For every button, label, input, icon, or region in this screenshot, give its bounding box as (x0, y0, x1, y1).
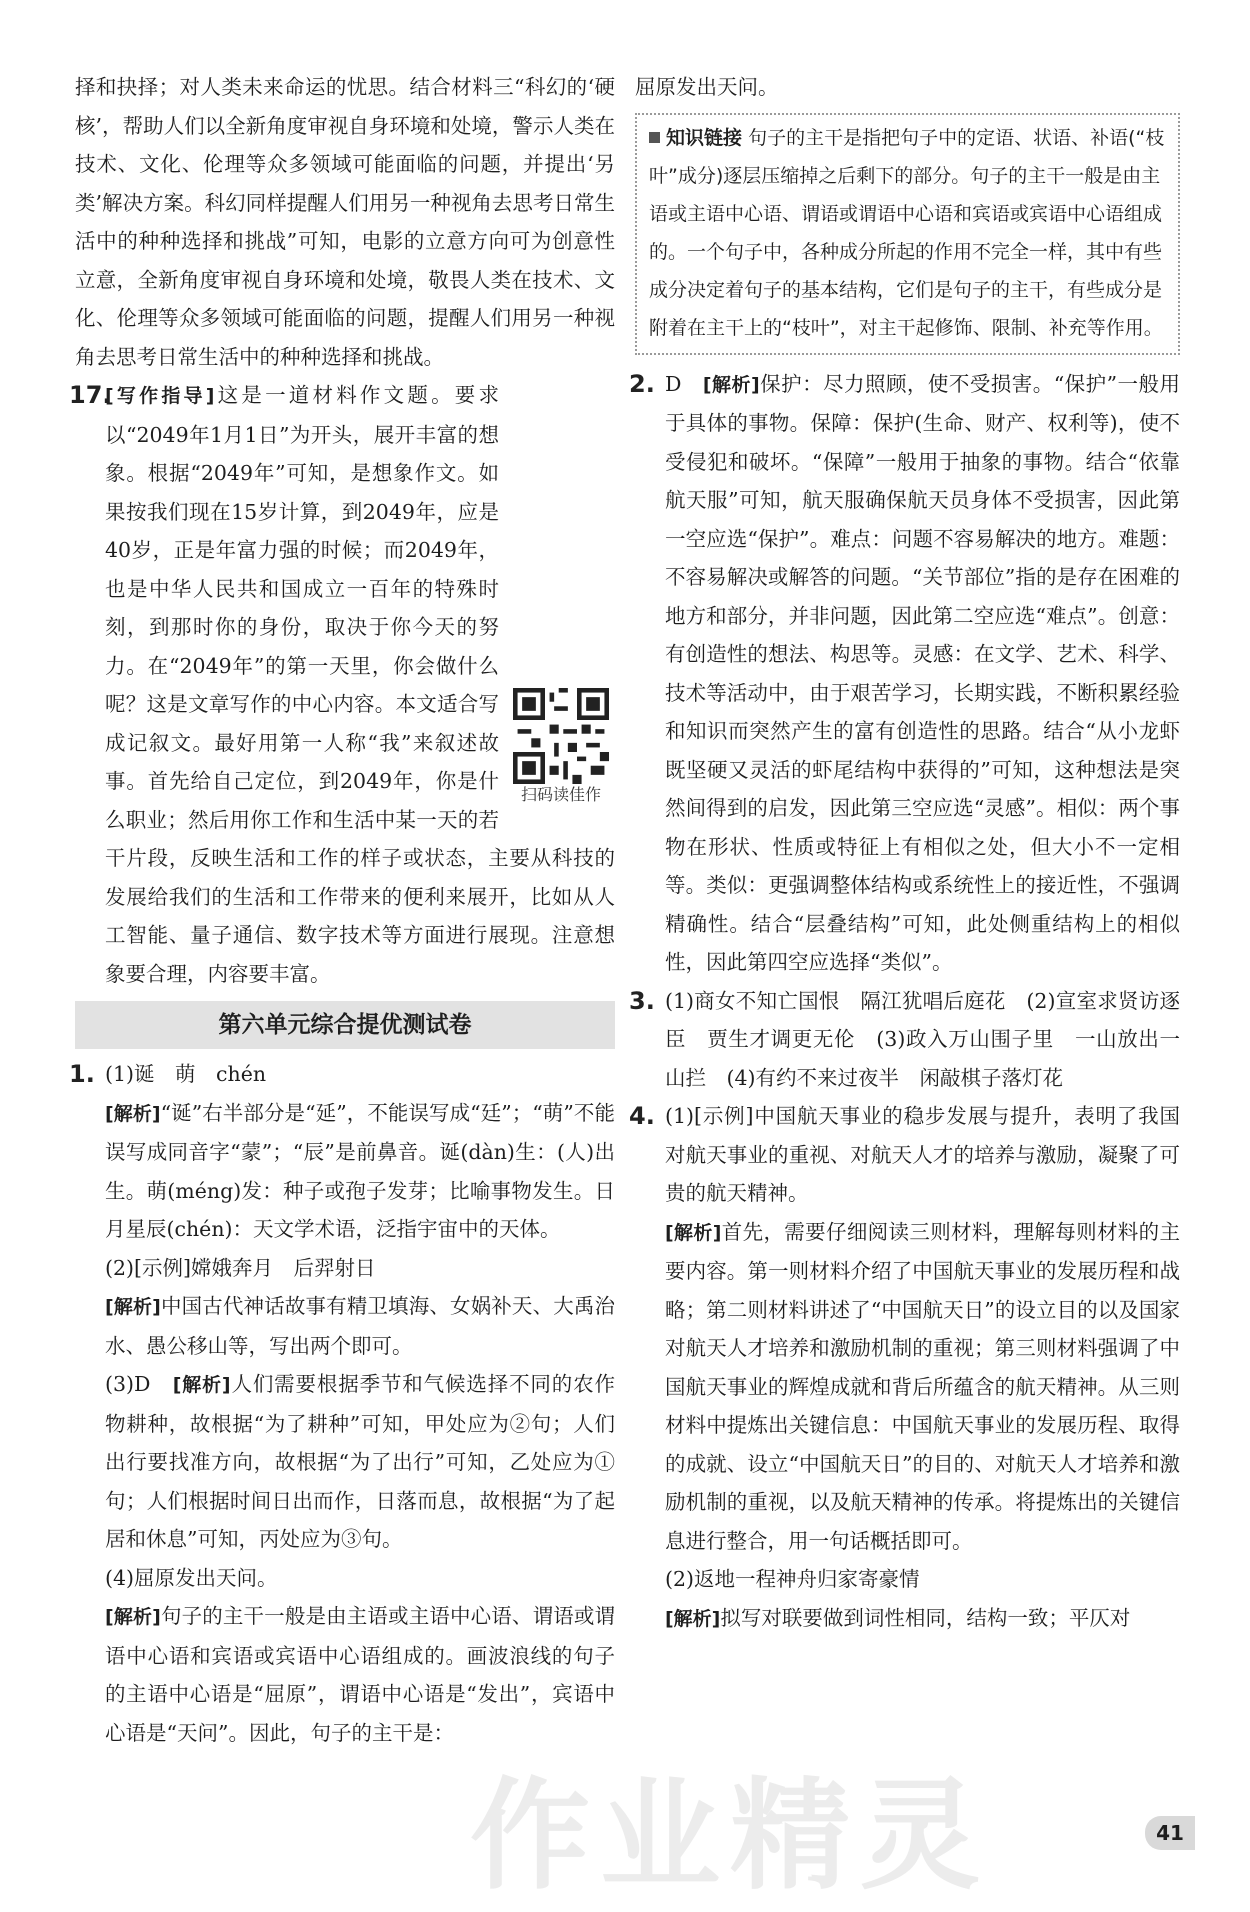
answer-line: (2)[示例]嫦娥奔月 后羿射日 (105, 1255, 376, 1280)
answer-text: D (665, 371, 703, 396)
tag-label: [解析] (172, 1374, 231, 1396)
analysis-text: 首先，需要仔细阅读三则材料，理解每则材料的主要内容。第一则材料介绍了中国航天事业的发展历程和战略；第二则材料讲述了“中国航天日”的设立目的以及国家对航天人才培养和激励机制的重视；第三则材料强调了中国航天事业的辉煌成就和背后所蕴含的航天精神。从三则材料中提炼出关键信息：中国航天事业的发展历程、取得的成就、设立“中国航天日”的目的、对航天人才培养和激励机制的重视，以及航天精神的传承。将提炼出的关键信息进行整合，用一句话概括即可。 (665, 1219, 1180, 1553)
knowledge-link-text: 句子的主干是指把句子中的定语、状语、补语(“枝叶”成分)逐层压缩掉之后剩下的部分。句子的主干一般是由主语或主语中心语、谓语或谓语中心语和宾语或宾语中心语组成的。一个句子中，各种成分所起的作用不完全一样，其中有些成分决定着句子的基本结构，它们是句子的主干，有些成分是附着在主干上的“枝叶”，对主干起修饰、限制、补充等作用。 (649, 126, 1165, 339)
answer-line: (1)商女不知亡国恨 隔江犹唱后庭花 (2)宣室求贤访逐臣 贾生才调更无伦 (3)政入万山围子里 一山放出一山拦 (4)有约不来过夜半 闲敲棋子落灯花 (665, 988, 1180, 1090)
qr-block[interactable] (507, 688, 615, 806)
analysis-text: 拟写对联要做到词性相同，结构一致；平仄对 (720, 1605, 1131, 1630)
question-number: 2. (629, 369, 655, 398)
qr-caption: 扫码读佳作 (520, 785, 601, 804)
analysis (665, 1213, 1180, 1561)
qr-code-icon[interactable] (513, 688, 609, 784)
question-number: 17. (69, 381, 112, 409)
answer-text: (3)D (105, 1372, 173, 1396)
analysis-text: 人们需要根据季节和气候选择不同的农作物耕种，故根据“为了耕种”可知，甲处应为②句；人们出行要找准方向，故根据“为了出行”可知，乙处应为①句；人们根据时间日出而作，日落而息，故根据“为了起居和休息”可知，丙处应为③句。 (105, 1372, 615, 1551)
question-17 (69, 376, 615, 993)
answer-line: (2)返地一程神舟归家寄豪情 (665, 1567, 920, 1591)
tag-label: [解析] (105, 1606, 161, 1628)
question-2 (629, 365, 1181, 982)
watermark: 作业精灵 (470, 1767, 990, 1906)
writing-guide (105, 376, 615, 993)
left-column (69, 68, 616, 1752)
tag-label: [解析] (665, 1221, 722, 1244)
right-column (629, 68, 1181, 1638)
answer-16-continued: 择和抉择；对人类未来命运的忧思。结合材料三“科幻的‘硬核’，帮助人们以全新角度审视自身环境和处境，警示人类在技术、文化、伦理等众多领域可能面临的问题，并提出‘另类’解决方案。科幻同样提醒人们用另一种视角去思考日常生活中的种种选择和挑战”可知，电影的立意方向可为创意性立意，全新角度审视自身环境和处境，敬畏人类在技术、文化、伦理等众多领域可能面临的问题，提醒人们用另一种视角去思考日常生活中的种种选择和挑战。 (75, 75, 615, 369)
continued-line: 屈原发出天问。 (635, 75, 779, 99)
tag-label: [解析] (105, 1296, 161, 1318)
analysis (665, 1599, 1180, 1639)
analysis (105, 1094, 615, 1249)
question-3 (629, 982, 1180, 1098)
analysis-text: 保护：尽力照顾，使不受损害。“保护”一般用于具体的事物。保障：保护(生命、财产、权利等)，使不受侵犯和破坏。“保障”一般用于抽象的事物。结合“依靠航天服”可知，航天服确保航天员身体不受损害，因此第一空应选“保护”。难点：问题不容易解决的地方。难题：不容易解决或解答的问题。“关节部位”指的是存在困难的地方和部分，并非问题，因此第二空应选“难点”。创意：有创造性的想法、构思等。灵感：在文学、艺术、科学、技术等活动中，由于艰苦学习，长期实践，不断积累经验和知识而突然产生的富有创造性的思路。结合“从小龙虾既坚硬又灵活的虾尾结构中获得的”可知，这种想法是突然间得到的启发，因此第三空应选“灵感”。相似：两个事物在形状、性质或特征上有相似之处，但大小不一定相等。类似：更强调整体结构或系统性上的接近性，不强调精确性。结合“层叠结构”可知，此处侧重结构上的相似性，因此第四空应选择“类似”。 (665, 371, 1181, 974)
question-number: 1. (69, 1060, 95, 1088)
knowledge-link-label: 知识链接 (649, 127, 742, 149)
page-number: 41 (1145, 1816, 1195, 1850)
analysis-text: “诞”右半部分是“延”，不能误写成“廷”；“萌”不能误写成同音字“蒙”；“辰”是前鼻音。诞(dàn)生：(人)出生。萌(méng)发：种子或孢子发芽；比喻事物发生。日月星辰(chén)：天文学术语，泛指宇宙中的天体。 (105, 1100, 615, 1241)
answer-with-analysis (105, 1365, 615, 1559)
answer-line: (1)[示例]中国航天事业的稳步发展与提升，表明了我国对航天事业的重视、对航天人才的培养与激励，凝聚了可贵的航天精神。 (665, 1104, 1180, 1205)
tag-label: [解析] (702, 373, 760, 396)
answer-line: (1)诞 萌 chén (105, 1062, 267, 1086)
question-1 (69, 1055, 616, 1752)
writing-guide-text: 这是一道材料作文题。要求以“2049年1月1日”为开头，展开丰富的想象。根据“2049年”可知，是想象作文。如果按我们现在15岁计算，到2049年，应是40岁，正是年富力强的时候；而2049年，也是中华人民共和国成立一百年的特殊时刻，到那时你的身份，取决于你今天的努力。在“2049年”的第一天里，你会做什么呢？这是文章写作的中心内容。本文适合写成记叙文。最好用第一人称“我”来叙述故事。首先给自己定位，到2049年，你是什么职业；然后用你工作和生活中某一天的若干片段，反映生活和工作的样子或状态，主要从科技的发展给我们的生活和工作带来的便利来展开，比如从人工智能、量子通信、数字技术等方面进行展现。注意想象要合理，内容要丰富。 (105, 383, 615, 986)
analysis (105, 1597, 615, 1752)
section-banner: 第六单元综合提优测试卷 (75, 1001, 615, 1049)
analysis (105, 1287, 615, 1365)
tag-label: [解析] (665, 1607, 721, 1630)
analysis-text: 句子的主干一般是由主语或主语中心语、谓语或谓语中心语和宾语或宾语中心语组成的。画波浪线的句子的主语中心语是“屈原”，谓语中心语是“发出”，宾语中心语是“天问”。因此，句子的主干是： (105, 1604, 616, 1745)
answer-with-analysis (665, 365, 1180, 982)
tag-label: [写作指导] (105, 385, 215, 407)
knowledge-link-box (635, 113, 1180, 355)
question-number: 4. (629, 1102, 655, 1130)
question-number: 3. (629, 986, 655, 1015)
analysis-text: 中国古代神话故事有精卫填海、女娲补天、大禹治水、愚公移山等，写出两个即可。 (105, 1294, 616, 1358)
question-4 (629, 1097, 1180, 1638)
answer-line: (4)屈原发出天问。 (105, 1565, 278, 1590)
tag-label: [解析] (105, 1102, 161, 1125)
